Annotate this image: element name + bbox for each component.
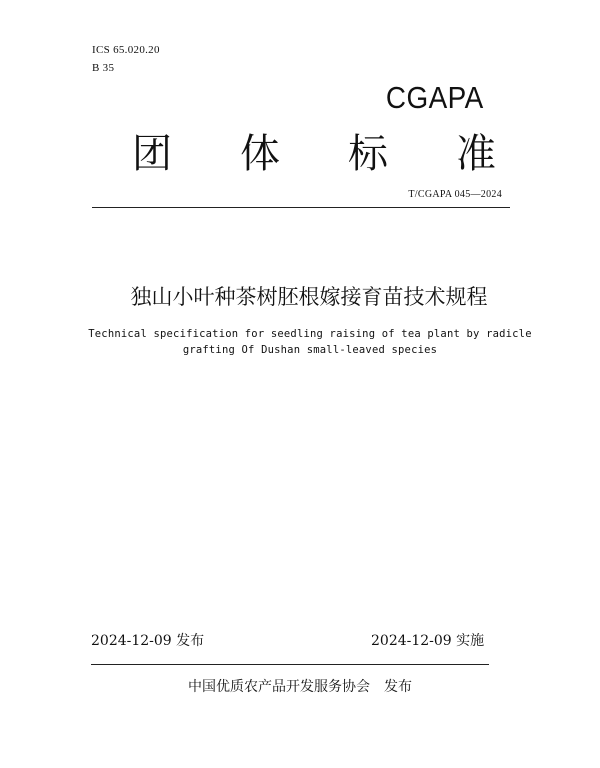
issuer-organization: 中国优质农产品开发服务协会 [188,679,370,695]
standard-type-char: 团 [132,131,172,177]
english-title-line: grafting Of Dushan small-leaved species [182,344,438,356]
document-title-english [60,326,560,358]
organization-code: CGAPA [386,80,484,115]
issuer-action: 发布 [384,679,412,695]
implement-date: 2024-12-09 实施 [371,633,485,649]
publish-date: 2024-12-09 发布 [91,633,205,649]
issuer-line [0,678,600,696]
ics-code: ICS 65.020.20 [92,44,160,56]
ccs-code: B 35 [92,62,115,74]
english-title-line: Technical specification for seedling raising of tea plant by radicle [88,328,532,340]
standard-type-char: 标 [348,131,388,177]
footer-divider [91,664,489,665]
standard-type-title [132,130,496,178]
header-divider [92,207,510,208]
standard-type-char: 准 [456,131,496,177]
standard-type-char: 体 [240,131,280,177]
document-title-chinese: 独山小叶种茶树胚根嫁接育苗技术规程 [130,285,488,309]
standard-number: T/CGAPA 045—2024 [408,189,502,200]
